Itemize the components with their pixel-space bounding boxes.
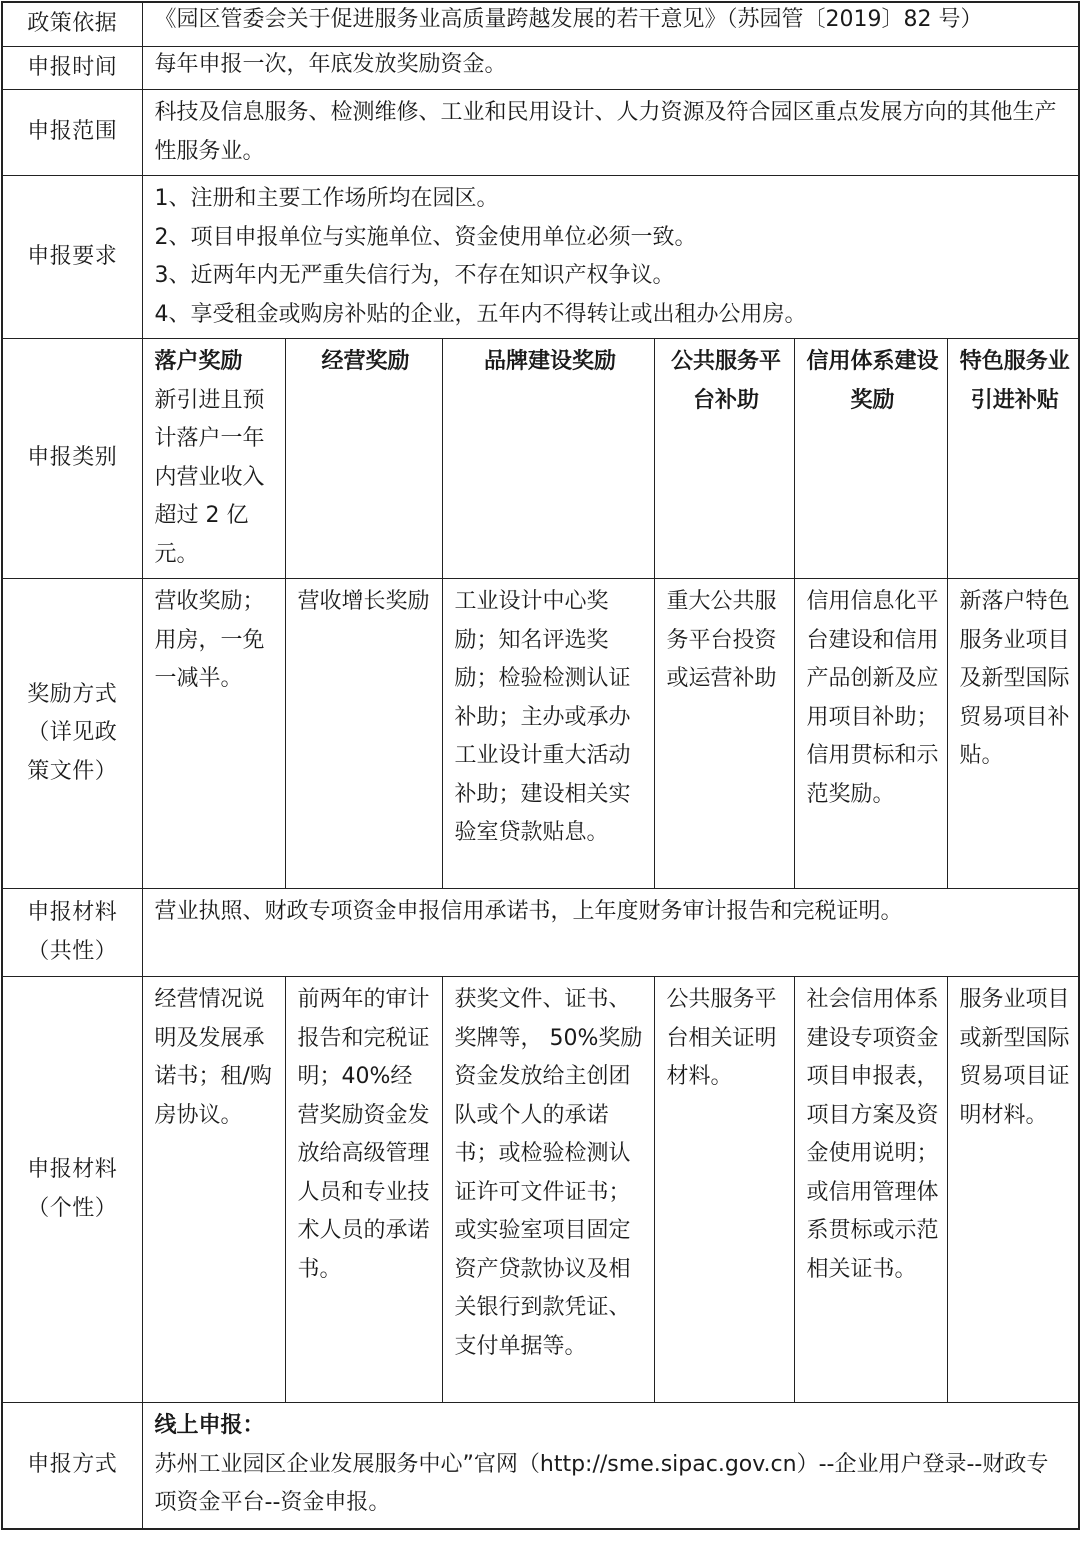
- category-credit-system-reward: [794, 339, 947, 579]
- apply-method-title: 线上申报：: [154, 1413, 265, 1438]
- materials-common-content: 营业执照、财政专项资金申报信用承诺书，上年度财务审计报告和完税证明。: [142, 889, 1079, 977]
- label-line: 申报材料: [27, 900, 118, 925]
- category-title: 经营奖励: [321, 349, 410, 374]
- policy-table: [1, 1, 1080, 1530]
- reward-method-cell: 新落户特色服务业项目及新型国际贸易项目补贴。: [947, 579, 1079, 889]
- reward-method-cell: 信用信息化平台建设和信用产品创新及应用项目补助；信用贯标和示范奖励。: [794, 579, 947, 889]
- category-special-service-subsidy: [947, 339, 1079, 579]
- reward-method-cell: 营收奖励；用房，一免一减半。: [142, 579, 285, 889]
- apply-scope-content: 科技及信息服务、检测维修、工业和民用设计、人力资源及符合园区重点发展方向的其他生产性服务业。: [142, 90, 1079, 176]
- row-categories: [2, 339, 1079, 579]
- apply-method-content: [142, 1403, 1079, 1529]
- row-materials-common: [2, 889, 1079, 977]
- category-public-platform-subsidy: [654, 339, 794, 579]
- row-apply-time: [2, 46, 1079, 90]
- category-title: 特色服务业引进补贴: [959, 349, 1070, 413]
- row-rewards: [2, 579, 1079, 889]
- label-apply-scope: 申报范围: [2, 90, 142, 176]
- category-title: 品牌建设奖励: [483, 349, 616, 374]
- category-title: 信用体系建设奖励: [806, 349, 939, 413]
- materials-specific-cell: 社会信用体系建设专项资金项目申报表，项目方案及资金使用说明；或信用管理体系贯标或示范相关证书。: [794, 977, 947, 1403]
- materials-specific-cell: 服务业项目或新型国际贸易项目证明材料。: [947, 977, 1079, 1403]
- label-line: （详见政: [27, 720, 118, 746]
- category-title: 落户奖励: [154, 349, 243, 374]
- label-policy-basis: 政策依据: [2, 2, 142, 46]
- label-categories: 申报类别: [2, 339, 142, 579]
- category-operation-reward: [285, 339, 442, 579]
- row-policy-basis: [2, 2, 1079, 46]
- requirement-item: 1、注册和主要工作场所均在园区。: [154, 186, 499, 211]
- label-apply-time: 申报时间: [2, 46, 142, 90]
- row-apply-method: [2, 1403, 1079, 1529]
- policy-basis-content: 《园区管委会关于促进服务业高质量跨越发展的若干意见》（苏园管〔2019〕82 号）: [142, 2, 1079, 46]
- label-line: 申报材料: [27, 1157, 118, 1182]
- requirement-item: 4、享受租金或购房补贴的企业，五年内不得转让或出租办公用房。: [154, 301, 807, 327]
- label-line: （共性）: [27, 938, 118, 964]
- label-line: （个性）: [27, 1195, 118, 1221]
- label-line: 奖励方式: [27, 681, 118, 707]
- reward-method-cell: 营收增长奖励: [285, 579, 442, 889]
- requirement-item: 2、项目申报单位与实施单位、资金使用单位必须一致。: [154, 224, 697, 250]
- label-rewards: [2, 579, 142, 889]
- category-settle-reward: [142, 339, 285, 579]
- label-materials-specific: [2, 977, 142, 1403]
- category-brand-reward: [442, 339, 654, 579]
- reward-method-cell: 工业设计中心奖励；知名评选奖励；检验检测认证补助；主办或承办工业设计重大活动补助；建设相关实验室贷款贴息。: [442, 579, 654, 889]
- apply-method-text: 苏州工业园区企业发展服务中心”官网（http://sme.sipac.gov.cn）--企业用户登录--财政专项资金平台--资金申报。: [154, 1451, 1049, 1515]
- row-apply-scope: [2, 90, 1079, 176]
- materials-specific-cell: 前两年的审计报告和完税证明；40%经营奖励资金发放给高级管理人员和专业技术人员的承诺书。: [285, 977, 442, 1403]
- apply-time-content: 每年申报一次，年底发放奖励资金。: [142, 46, 1079, 90]
- label-requirements: 申报要求: [2, 176, 142, 339]
- category-title: 公共服务平台补助: [670, 349, 781, 413]
- materials-specific-cell: 公共服务平台相关证明材料。: [654, 977, 794, 1403]
- label-line: 策文件）: [27, 758, 118, 784]
- materials-specific-cell: 经营情况说明及发展承诺书；租/购房协议。: [142, 977, 285, 1403]
- label-apply-method: 申报方式: [2, 1403, 142, 1529]
- requirements-content: [142, 176, 1079, 339]
- reward-method-cell: 重大公共服务平台投资或运营补助: [654, 579, 794, 889]
- row-requirements: [2, 176, 1079, 339]
- category-note: 新引进且预计落户一年内营业收入超过 2 亿元。: [154, 387, 265, 567]
- requirement-item: 3、近两年内无严重失信行为，不存在知识产权争议。: [154, 263, 675, 288]
- materials-specific-cell: 获奖文件、证书、奖牌等， 50%奖励资金发放给主创团队或个人的承诺书；或检验检测认证许可文件证书；或实验室项目固定资产贷款协议及相关银行到款凭证、支付单据等。: [442, 977, 654, 1403]
- label-materials-common: [2, 889, 142, 977]
- row-materials-specific: [2, 977, 1079, 1403]
